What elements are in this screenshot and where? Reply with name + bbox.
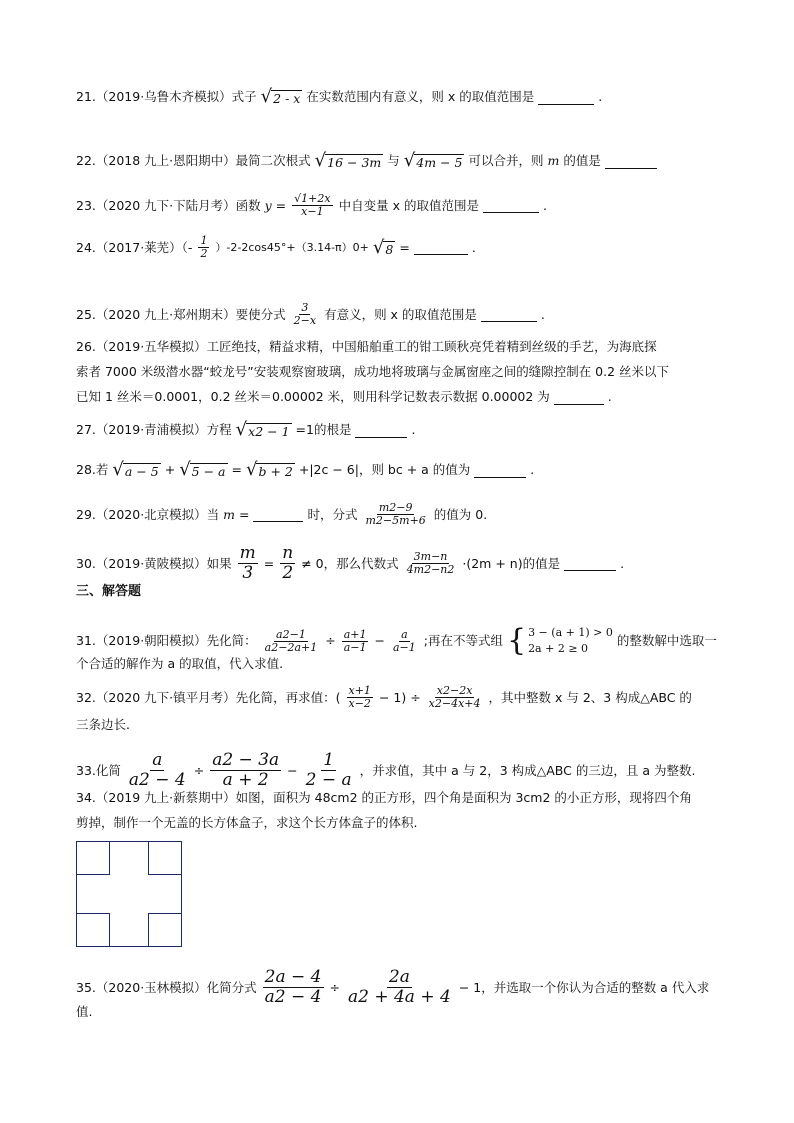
q22-variable: m (547, 153, 560, 168)
q35-f1-numerator: 2a − 4 (264, 967, 322, 987)
q27-radicand: x2 − 1 (248, 424, 290, 439)
q24-end: . (471, 239, 476, 255)
q35-fraction-2 (346, 968, 453, 1007)
q35-fraction-1 (263, 968, 324, 1007)
q33-f3-denominator: 2 − a (305, 770, 352, 790)
q29-fraction (364, 502, 428, 527)
q25-numerator: 3 (301, 301, 309, 314)
q31-row-1: 3 − (a + 1) > 0 (528, 626, 613, 639)
q35-prefix: 35.（2020·玉林模拟）化简分式 (76, 979, 257, 995)
q23-answer-blank[interactable] (483, 198, 539, 213)
q32-fraction-2 (427, 685, 483, 710)
q31-fraction-2 (342, 629, 369, 654)
q31-f1-numerator: a2−1 (276, 627, 306, 641)
q28-plus: + (164, 462, 176, 477)
q35-line-2: 值. (76, 1004, 93, 1019)
q29-prefix: 29.（2020·北京模拟）当 (76, 506, 220, 522)
q31-f2-numerator: a+1 (343, 627, 367, 641)
q25-fraction (292, 302, 318, 327)
q29-mid: 时，分式 (307, 506, 358, 522)
question-32 (76, 685, 692, 710)
q28-equals: = (231, 462, 242, 477)
q26-line-3 (76, 387, 612, 407)
q28-radicand-3: b + 2 (258, 464, 293, 479)
q31-line-2: 个合适的解作为 a 的取值，代入求值. (76, 656, 284, 671)
question-21 (76, 87, 602, 107)
section-heading: 三、解答题 (76, 584, 142, 599)
q33-suffix: ，并求值，其中 a 与 2，3 构成△ABC 的三边，且 a 为整数. (359, 762, 696, 778)
q27-answer-blank[interactable] (355, 423, 407, 438)
question-29 (76, 502, 487, 527)
q24-mid: ）-2-2cos45°+（3.14-π）0+ (215, 240, 369, 254)
question-27 (76, 420, 415, 440)
q21-prefix: 21.（2019·乌鲁木齐模拟）式子 (76, 89, 257, 104)
corner-square-top-left (76, 841, 110, 875)
q33-prefix: 33.化简 (76, 762, 121, 778)
q27-suffix: =1的根是 (295, 422, 352, 437)
q30-f1-numerator: m (239, 543, 256, 563)
q29-denominator: m2−5m+6 (365, 514, 426, 527)
q22-suffix: 可以合并，则 (468, 153, 544, 168)
q27-end: . (411, 422, 416, 437)
q23-fraction (292, 193, 332, 218)
q28-answer-blank[interactable] (474, 463, 526, 478)
q22-radical-1: √ 16 − 3m (314, 150, 382, 171)
q33-f1-numerator: a (152, 750, 163, 770)
q24-radicand: 8 (385, 241, 394, 257)
q31-prefix: 31.（2019·朝阳模拟）先化简： (76, 633, 257, 648)
q26-line-3-text: 已知 1 丝米＝0.0001，0.2 丝米＝0.00002 米，则用科学记数表示数据 0.00002 为 (76, 389, 550, 404)
q29-answer-blank[interactable] (253, 507, 303, 522)
q31-mid: ;再在不等式组 (423, 633, 503, 648)
q30-neq: ≠ 0，那么代数式 (301, 555, 399, 571)
corner-square-bottom-left (76, 913, 110, 947)
q23-lhs: y = (264, 197, 287, 213)
q25-prefix: 25.（2020 九上·郑州期末）要使分式 (76, 306, 286, 322)
q22-prefix: 22.（2018 九上·恩阳期中）最简二次根式 (76, 153, 311, 168)
q32-minus: − 1) ÷ (378, 689, 421, 705)
q31-f3-denominator: a−1 (392, 640, 416, 654)
q32-prefix: 32.（2020 九下·镇平月考）先化简，再求值：( (76, 689, 341, 705)
q32-suffix: ，其中整数 x 与 2、3 构成△ABC 的 (488, 689, 692, 705)
q26-line-1: 26.（2019·五华模拟）工匠绝技，精益求精，中国船舶重工的钳工顾秋亮凭着精到丝级的手艺，为海底探 (76, 339, 657, 354)
q30-fraction-2 (280, 544, 295, 583)
q21-radicand: 2 - x (273, 91, 301, 106)
q30-fraction-3 (405, 551, 457, 576)
q28-radical-2: √ 5 − a (179, 459, 226, 480)
question-25 (76, 302, 545, 327)
q31-suffix: 的整数解中选取一 (616, 633, 717, 648)
q28-radicand-2: 5 − a (191, 464, 226, 479)
q29-suffix: 的值为 0. (433, 506, 488, 522)
q31-op-2: − (374, 633, 385, 648)
q31-f2-denominator: a−1 (343, 640, 367, 654)
q35-f2-numerator: 2a (388, 967, 410, 987)
q26-answer-blank[interactable] (554, 390, 604, 405)
corner-square-bottom-right (148, 913, 182, 947)
q23-end: . (542, 197, 547, 213)
q25-answer-blank[interactable] (481, 307, 537, 322)
q32-f1-denominator: x−2 (348, 697, 371, 710)
q22-radical-2: √ 4m − 5 (403, 150, 463, 171)
q27-radical: √ x2 − 1 (235, 419, 290, 440)
q33-fraction-1 (127, 751, 188, 790)
q29-variable: m = (223, 506, 250, 522)
q31-row-2: 2a + 2 ≥ 0 (528, 642, 589, 655)
q33-f1-denominator: a2 − 4 (128, 770, 186, 790)
question-31 (76, 625, 717, 657)
q28-end: . (530, 462, 535, 477)
q24-radical: √ 8 (372, 236, 394, 258)
q23-suffix: 中自变量 x 的取值范围是 (338, 197, 479, 213)
q23-denominator: x−1 (301, 205, 324, 218)
square-cut-corners-diagram (76, 841, 182, 947)
question-24 (76, 235, 476, 260)
q30-prefix: 30.（2019·黄陂模拟）如果 (76, 555, 232, 571)
q32-line-2: 三条边长. (76, 717, 130, 732)
q33-f2-denominator: a + 2 (222, 770, 269, 790)
q25-denominator: 2−x (293, 314, 317, 327)
q29-numerator: m2−9 (378, 501, 413, 514)
q22-end: 的值是 (563, 153, 601, 168)
q32-f2-denominator: x2−4x+4 (428, 697, 481, 710)
q22-answer-blank[interactable] (605, 154, 657, 169)
q24-denominator: 2 (200, 247, 208, 260)
q28-suffix: +|2c − 6|，则 bc + a 的值为 (298, 462, 471, 477)
question-33 (76, 751, 695, 790)
q28-radical-1: √ a − 5 (112, 459, 159, 480)
question-28 (76, 460, 534, 480)
q31-f3-numerator: a (401, 627, 408, 641)
q33-fraction-3 (304, 751, 354, 790)
q26-line-2: 索者 7000 米级潜水器“蛟龙号”安装观察窗玻璃，成功地将玻璃与金属窗座之间的缝隙控制在 0.2 丝米以下 (76, 364, 670, 379)
q34-line-2: 剪掉，制作一个无盖的长方体盒子，求这个长方体盒子的体积. (76, 815, 418, 830)
q30-f3-denominator: 4m2−n2 (406, 563, 455, 576)
q31-fraction-3 (391, 629, 418, 654)
q28-radical-3: √ b + 2 (245, 459, 293, 480)
q32-f2-numerator: x2−2x (436, 684, 473, 697)
q30-end: . (620, 555, 625, 571)
q31-inequality-system (507, 625, 613, 657)
q22-radicand-2: 4m − 5 (416, 155, 463, 170)
q22-radicand-1: 16 − 3m (327, 155, 382, 170)
q30-f2-denominator: 2 (282, 563, 294, 583)
q33-f3-numerator: 1 (323, 750, 335, 770)
q33-fraction-2 (210, 751, 281, 790)
question-23 (76, 193, 547, 218)
q35-suffix: − 1，并选取一个你认为合适的整数 a 代入求 (458, 979, 710, 995)
q33-f2-numerator: a2 − 3a (212, 750, 280, 770)
q25-suffix: 有意义，则 x 的取值范围是 (324, 306, 477, 322)
q32-fraction-1 (347, 685, 373, 710)
q34-line-1: 34.（2019 九上·新蔡期中）如图，面积为 48cm2 的正方形，四个角是面积为 3cm2 的小正方形，现将四个角 (76, 790, 692, 805)
q30-fraction-1 (238, 544, 258, 583)
q21-end: . (598, 89, 603, 104)
q24-fraction (198, 235, 209, 260)
q23-prefix: 23.（2020 九下·下陆月考）函数 (76, 197, 261, 213)
q28-prefix: 28.若 (76, 462, 109, 477)
q30-f1-denominator: 3 (242, 563, 254, 583)
q33-op-1: ÷ (193, 762, 205, 778)
question-30 (76, 544, 624, 583)
q21-suffix: 在实数范围内有意义，则 x 的取值范围是 (306, 89, 535, 104)
q24-answer-blank[interactable] (414, 240, 468, 255)
q30-equals: = (263, 555, 275, 571)
question-22 (76, 151, 657, 171)
q30-answer-blank[interactable] (564, 556, 616, 571)
q23-numerator: √1+2x (294, 192, 331, 205)
q35-f2-denominator: a2 + 4a + 4 (347, 987, 451, 1007)
q30-f2-numerator: n (282, 543, 294, 563)
q31-fraction-1 (263, 629, 320, 654)
q35-op-1: ÷ (329, 979, 340, 995)
q25-end: . (540, 306, 545, 322)
q31-op-1: ÷ (325, 633, 336, 648)
q24-suffix: = (399, 239, 410, 255)
q30-f3-numerator: 3m−n (413, 550, 448, 563)
q24-prefix: 24.（2017·莱芜）（- (76, 239, 193, 255)
q28-radicand-1: a − 5 (124, 464, 159, 479)
q31-f1-denominator: a2−2a+1 (264, 640, 318, 654)
question-35 (76, 968, 709, 1007)
q30-tail: ·(2m + n)的值是 (462, 555, 561, 571)
q21-radical: √ 2 - x (260, 86, 301, 107)
corner-square-top-right (148, 841, 182, 875)
q24-numerator: 1 (200, 234, 208, 247)
q22-mid: 与 (387, 153, 400, 168)
q26-end: . (607, 389, 612, 404)
left-brace-icon: { (506, 623, 527, 658)
q33-op-2: − (287, 762, 298, 778)
q35-f1-denominator: a2 − 4 (264, 987, 322, 1007)
q27-prefix: 27.（2019·青浦模拟）方程 (76, 422, 232, 437)
q32-f1-numerator: x+1 (348, 684, 371, 697)
q21-answer-blank[interactable] (538, 90, 594, 105)
